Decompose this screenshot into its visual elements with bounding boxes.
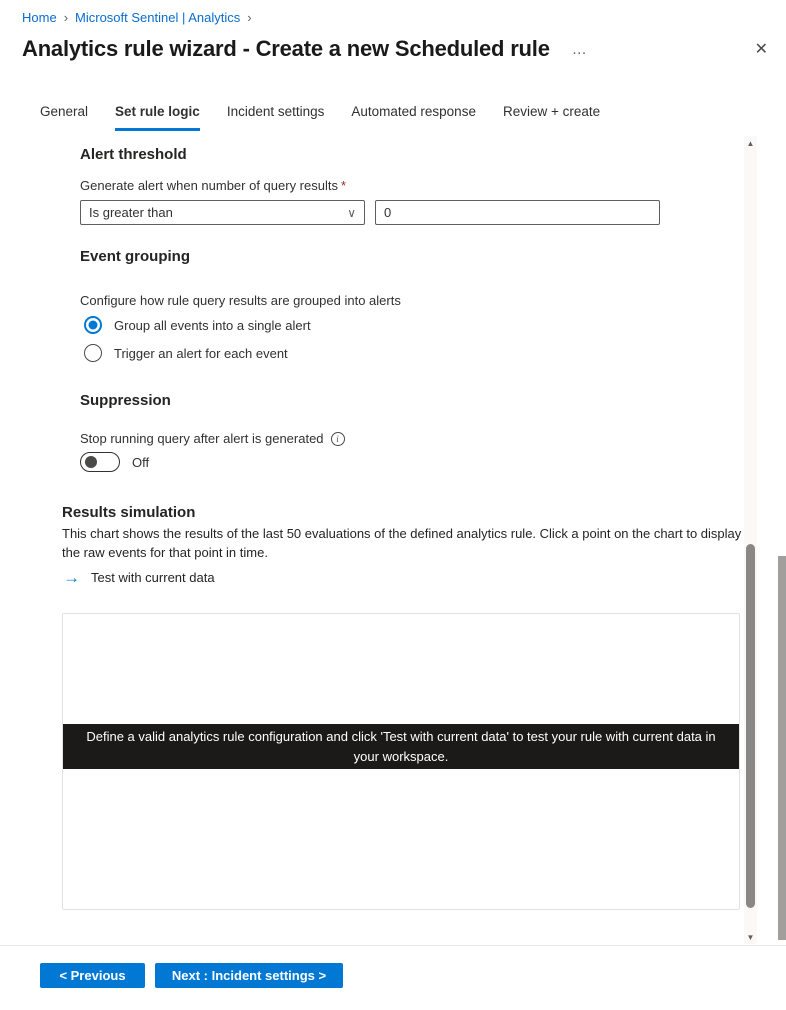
test-link-label: Test with current data <box>91 570 215 585</box>
scrollbar[interactable] <box>744 136 757 944</box>
page-title: Analytics rule wizard - Create a new Scheduled rule <box>22 36 550 61</box>
suppression-toggle[interactable] <box>80 452 120 472</box>
radio-selected-icon[interactable] <box>84 316 102 334</box>
breadcrumb-chevron-icon: › <box>247 10 252 25</box>
suppression-toggle-row <box>80 452 149 472</box>
toggle-knob <box>85 456 97 468</box>
operator-dropdown-value: Is greater than <box>89 205 173 220</box>
suppression-heading: Suppression <box>80 392 171 409</box>
toggle-state-label: Off <box>132 454 150 470</box>
info-icon[interactable]: i <box>331 432 345 446</box>
more-icon[interactable]: … <box>571 40 588 58</box>
arrow-right-icon: → <box>63 568 80 587</box>
close-icon[interactable]: ✕ <box>754 41 768 58</box>
suppression-toggle-label: Stop running query after alert is generated <box>80 431 324 446</box>
results-simulation-heading: Results simulation <box>62 504 196 521</box>
breadcrumb-chevron-icon: › <box>63 10 69 25</box>
tab-review-create[interactable]: Review + create <box>502 104 601 119</box>
tab-set-rule-logic[interactable]: Set rule logic <box>115 104 200 131</box>
scroll-down-icon[interactable]: ▼ <box>746 933 755 942</box>
footer-divider <box>0 945 786 946</box>
alert-threshold-controls <box>80 200 660 225</box>
window-scrollbar-thumb[interactable] <box>778 556 786 940</box>
tab-general[interactable]: General <box>40 104 89 119</box>
results-simulation-description: This chart shows the results of the last 50 evaluations of the defined analytics rule. Click a point on the chart to display the raw events for that point in time. <box>62 526 742 560</box>
chart-placeholder-banner: Define a valid analytics rule configuration and click 'Test with current data' to test your rule with current data in your workspace. <box>63 724 739 769</box>
radio-group-single-alert[interactable] <box>84 316 311 334</box>
chevron-down-icon: ∨ <box>347 205 356 220</box>
suppression-toggle-label-row <box>80 431 345 446</box>
threshold-input[interactable] <box>375 200 660 225</box>
alert-threshold-label-text: Generate alert when number of query results <box>80 178 338 193</box>
alert-threshold-heading: Alert threshold <box>80 146 187 163</box>
breadcrumb-link-sentinel-analytics[interactable]: Microsoft Sentinel | Analytics <box>75 10 241 25</box>
test-with-current-data-button[interactable] <box>63 569 215 586</box>
tab-automated-response[interactable]: Automated response <box>351 104 476 119</box>
breadcrumb <box>22 10 252 25</box>
event-grouping-description: Configure how rule query results are grouped into alerts <box>80 293 401 308</box>
radio-unselected-icon[interactable] <box>84 344 102 362</box>
tab-incident-settings[interactable]: Incident settings <box>226 104 325 119</box>
title-row <box>22 36 768 62</box>
operator-dropdown[interactable] <box>80 200 365 225</box>
radio-label: Trigger an alert for each event <box>114 345 288 361</box>
alert-threshold-field-label <box>80 178 346 193</box>
breadcrumb-link-home[interactable]: Home <box>22 10 57 25</box>
scroll-up-icon[interactable]: ▲ <box>746 139 755 148</box>
next-incident-settings-button[interactable]: Next : Incident settings > <box>155 963 343 988</box>
required-marker: * <box>340 178 347 193</box>
wizard-tab-bar <box>40 104 600 131</box>
event-grouping-heading: Event grouping <box>80 248 190 265</box>
results-simulation-chart[interactable] <box>62 613 740 910</box>
radio-label: Group all events into a single alert <box>114 317 311 333</box>
radio-alert-per-event[interactable] <box>84 344 288 362</box>
scrollbar-thumb[interactable] <box>746 544 755 908</box>
previous-button[interactable]: < Previous <box>40 963 145 988</box>
